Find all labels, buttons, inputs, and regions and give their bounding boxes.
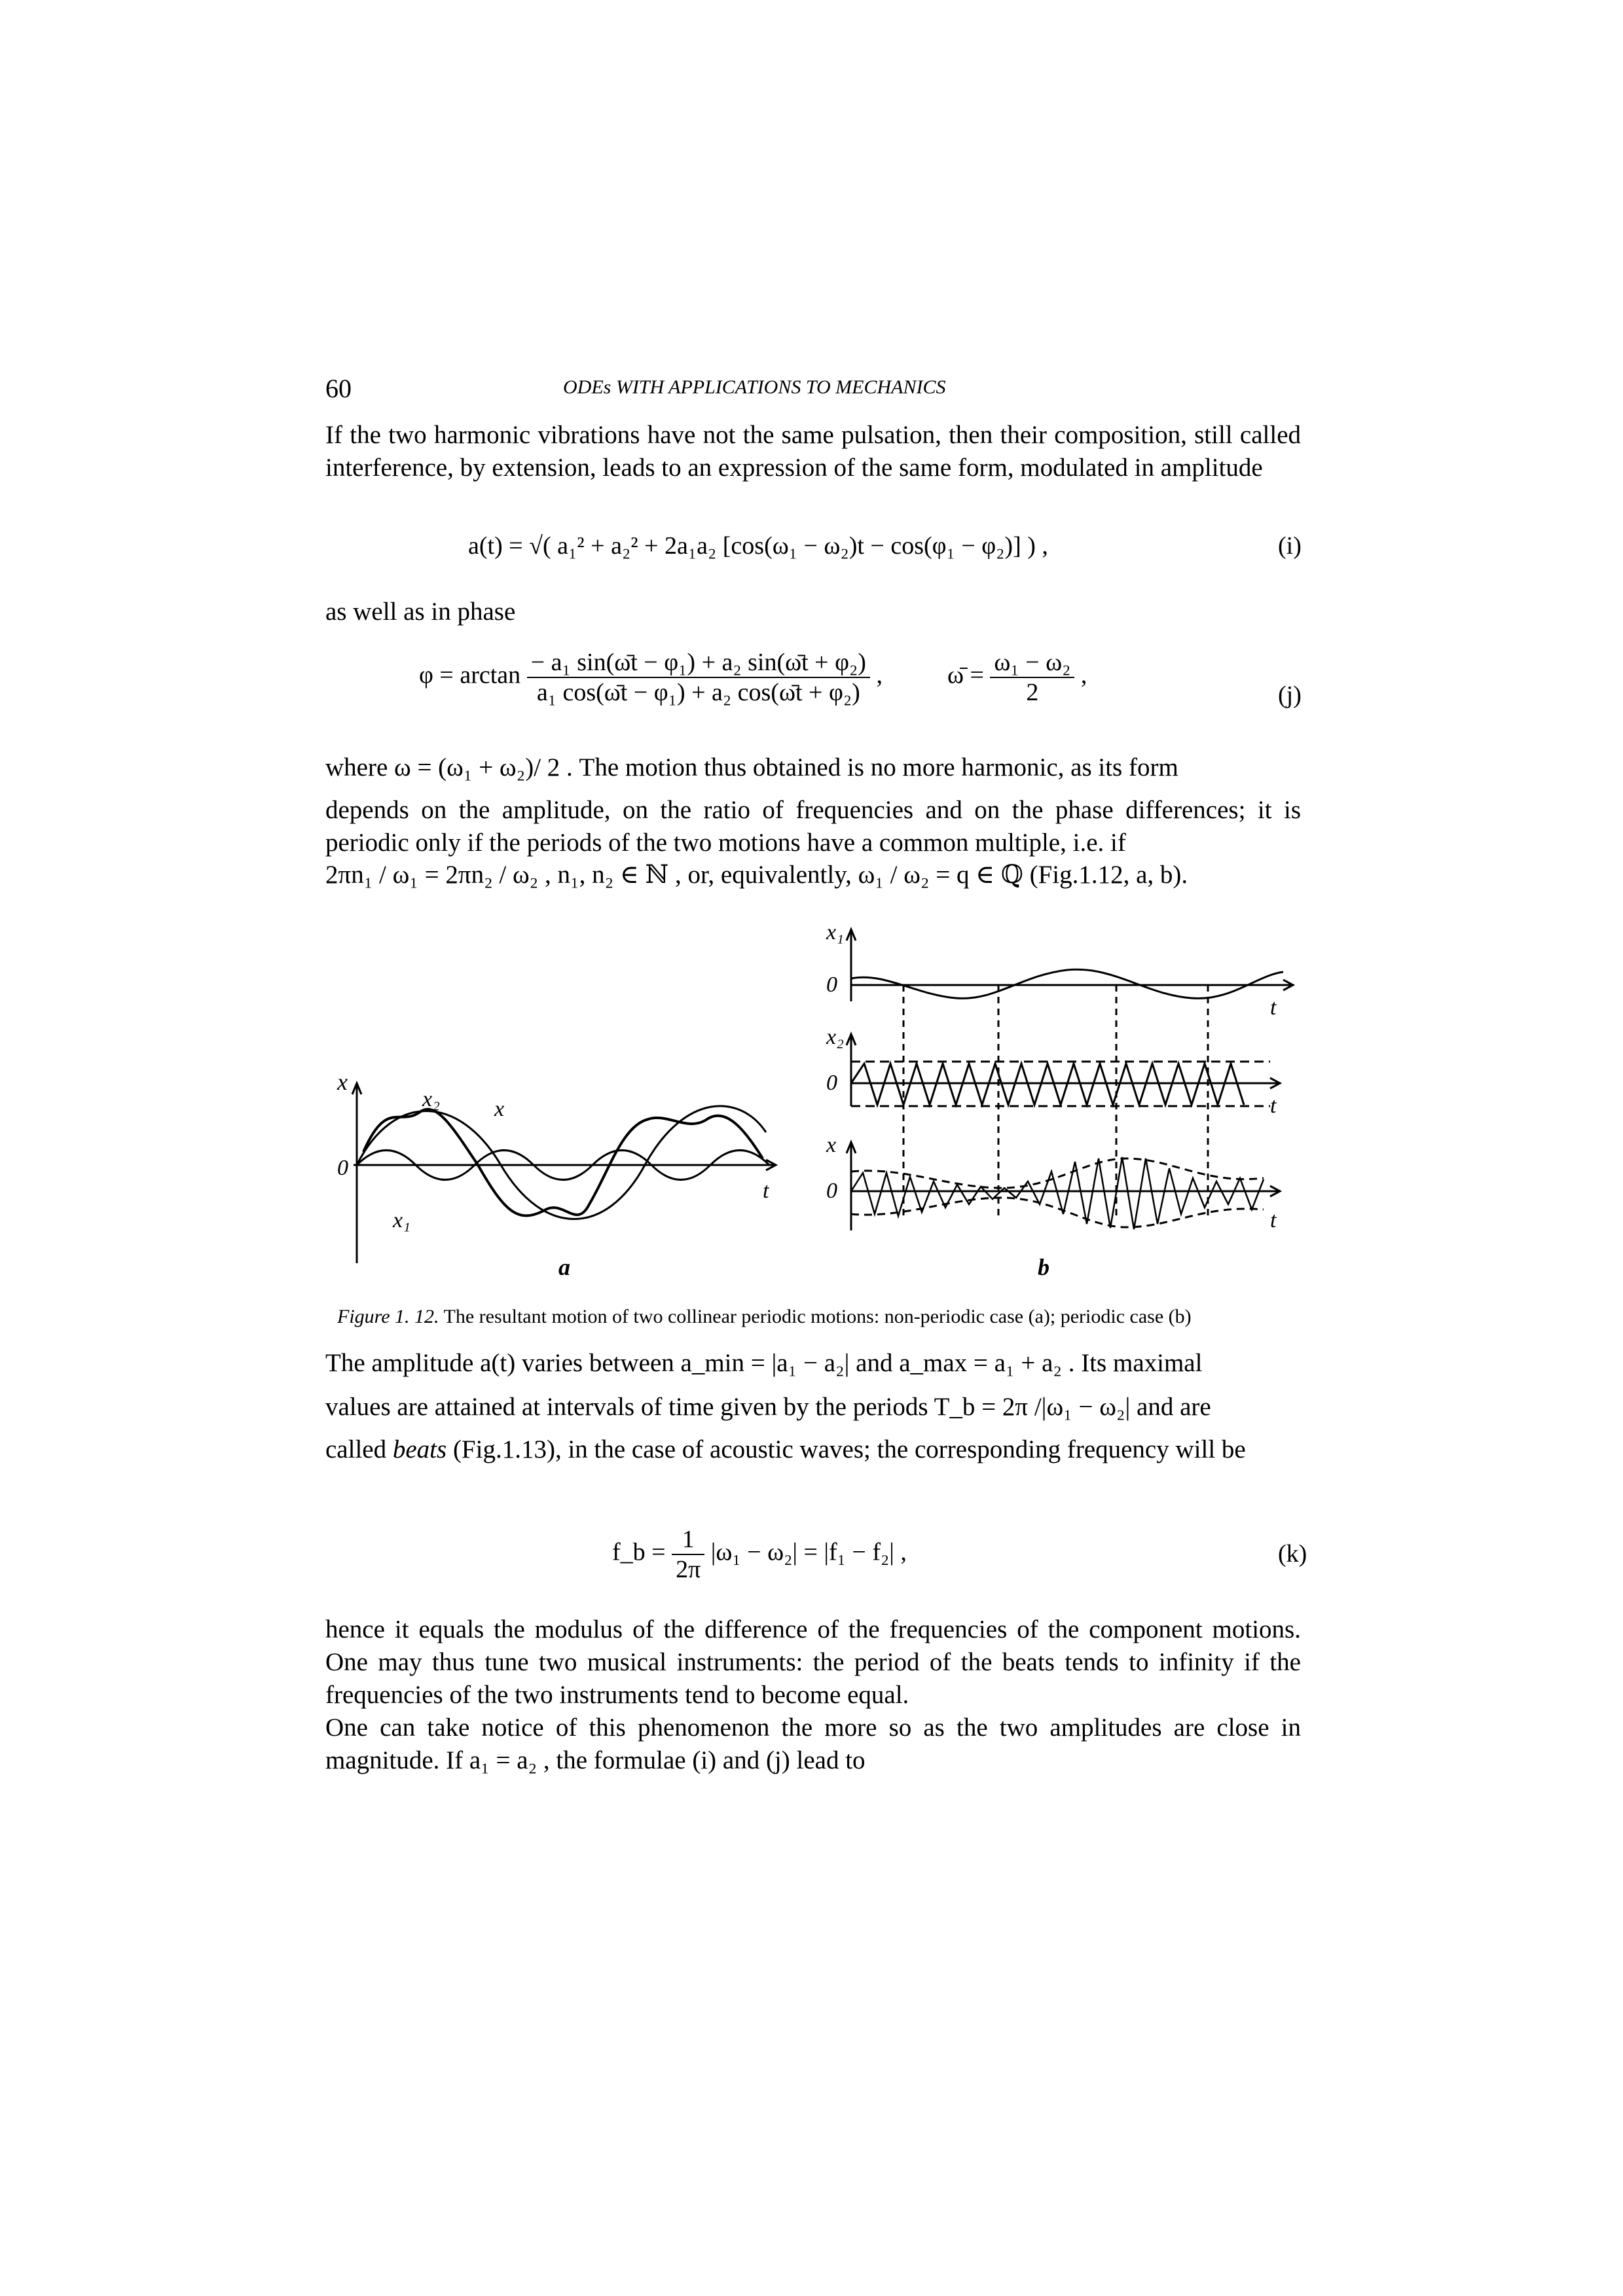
panel-b-x1-curve [851,969,1283,998]
figure-panel-a-letter: a [558,1254,570,1280]
figure-caption [337,1306,1192,1328]
running-head: ODEs WITH APPLICATIONS TO MECHANICS [563,376,946,398]
paragraph-2: as well as in phase [325,598,516,626]
paragraph-4-line-3a: called [325,1435,393,1463]
paragraph-4-line-1: The amplitude a(t) varies between a_min = |a₁ − a₂| and a_max = a₁ + a₂ . Its maximal [325,1349,1203,1377]
figure-caption-text: The resultant motion of two collinear periodic motions: non-periodic case (a); periodic case (b) [439,1306,1192,1327]
equation-k-rhs: |ω₁ − ω₂| = |f₁ − f₂| , [710,1538,907,1566]
panel-b-origin-1: 0 [826,973,837,997]
panel-b-x2-label: x₂ [826,1025,844,1049]
equation-j-omega-den: 2 [1026,679,1039,706]
panel-a-x2-curve [357,1106,766,1219]
figure-caption-label: Figure 1. 12. [337,1306,439,1327]
equation-j-fraction [527,648,870,707]
equation-i: a(t) = √( a₁² + a₂² + 2a₁a₂ [cos(ω₁ − ω₂)t − cos(φ₁ − φ₂)] ) , [468,532,1048,560]
panel-b-x1-label: x₁ [826,920,844,944]
panel-b-t-label-1: t [1270,996,1277,1020]
panel-b-origin-2: 0 [826,1071,837,1095]
panel-b-t-label-2: t [1270,1094,1277,1118]
equation-j-mid: , [876,661,883,689]
figure-panel-b [847,929,1293,1230]
paragraph-3-line-1: where ω = (ω₁ + ω₂)/ 2 . The motion thus obtained is no more harmonic, as its form [325,753,1178,781]
panel-a-x2-label: x₂ [422,1087,440,1111]
panel-b-x-curve [851,1157,1264,1229]
panel-a-t-label: t [763,1179,769,1203]
equation-j-lhs: φ = arctan [419,661,521,689]
equation-j-tail: , [1080,661,1087,689]
paragraph-1: If the two harmonic vibrations have not the same pulsation, then their composition, still called interference, by extension, leads to an expression of the same form, modulated in amplitude [325,421,1301,482]
paragraph-3-last: 2πn₁ / ω₁ = 2πn₂ / ω₂ , n₁, n₂ ∈ ℕ , or, equivalently, ω₁ / ω₂ = q ∈ ℚ (Fig.1.12, a, b). [325,861,1188,889]
equation-j-omega-lhs: ω̄ = [947,661,984,689]
panel-b-t-label-3: t [1270,1208,1277,1232]
equation-j-omega-num: ω₁ − ω₂ [990,648,1074,678]
equation-j-numerator: − a₁ sin(ω̄t − φ₁) + a₂ sin(ω̄t + φ₂) [527,648,870,678]
panel-b-x-label: x [826,1133,837,1157]
panel-a-x-label: x [337,1069,348,1095]
paragraph-4-line-3b: (Fig.1.13), in the case of acoustic waves; the corresponding frequency will be [447,1435,1246,1463]
panel-a-origin: 0 [337,1156,348,1180]
equation-j-omega-fraction [990,648,1074,707]
equation-k-den: 2π [676,1556,701,1583]
figure-panel-a [352,1083,776,1263]
equation-j [419,648,1087,707]
paragraph-3-body: depends on the amplitude, on the ratio of frequencies and on the phase differences; it is periodic only if the periods of the two motions have a common multiple, i.e. if [325,796,1301,857]
equation-k [612,1525,907,1584]
figure-panel-b-letter: b [1038,1254,1049,1280]
paragraph-4-line-2: values are attained at intervals of time given by the periods T_b = 2π /|ω₁ − ω₂| and are [325,1393,1211,1421]
equation-j-label: (j) [1278,681,1302,709]
equation-k-lhs: f_b = [612,1538,666,1566]
equation-k-label: (k) [1278,1540,1307,1568]
panel-a-x1-label: x₁ [393,1208,410,1232]
page-number: 60 [325,374,352,403]
beats-term: beats [392,1435,447,1463]
paragraph-4-line-3 [325,1433,1301,1466]
panel-a-x-curve [363,1109,763,1216]
paragraph-5: hence it equals the modulus of the difference of the frequencies of the component motions. One may thus tune two musical instruments: the period of the beats tends to infinity if the frequencies of the two instruments tend to become equal. [325,1615,1301,1709]
equation-i-label: (i) [1278,532,1302,560]
paragraph-6: One can take notice of this phenomenon the more so as the two amplitudes are close in magnitude. If a₁ = a₂ , the formulae (i) and (j) lead to [325,1713,1301,1774]
equation-k-num: 1 [672,1525,704,1555]
panel-a-xcurve-label: x [494,1097,505,1121]
equation-j-denominator: a₁ cos(ω̄t − φ₁) + a₂ cos(ω̄t + φ₂) [536,679,860,706]
figure-1-12 [0,916,1623,1283]
panel-b-origin-3: 0 [826,1179,837,1203]
equation-k-fraction [672,1525,704,1584]
